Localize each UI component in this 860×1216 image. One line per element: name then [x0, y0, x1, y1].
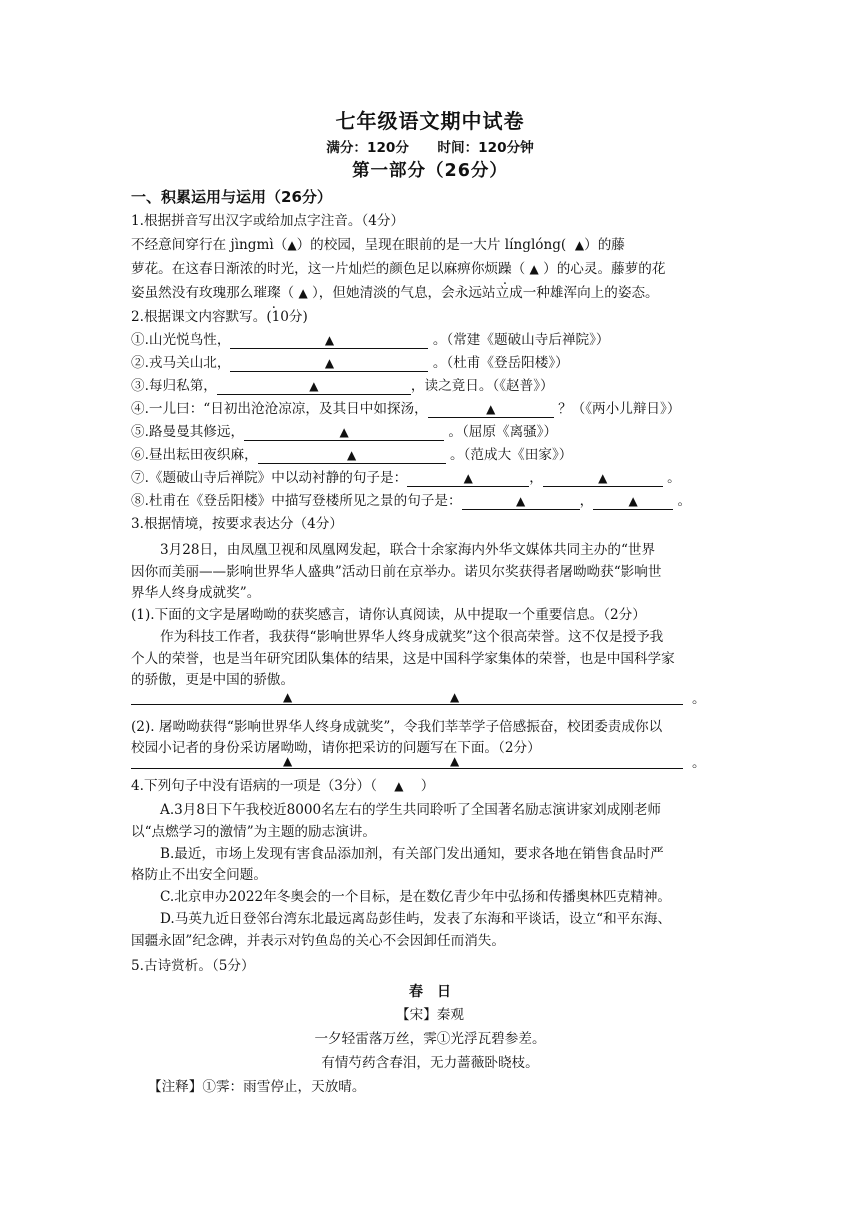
q2-prompt: ④.一儿曰：“日初出沧沧凉凉，及其日中如探汤，: [131, 401, 428, 417]
answer-blank[interactable]: [217, 378, 411, 395]
answer-mark: ▲: [628, 494, 638, 508]
answer-mark: ▲: [574, 238, 585, 252]
q2-item-2: [131, 354, 569, 372]
q3-speech: 作为科技工作者，我获得“影响世界华人终身成就奖”这个很高荣誉。这不仅是授予我: [160, 629, 664, 645]
q1-text: ）的校园，呈现在眼前的是一大片 línglóng(: [296, 237, 567, 253]
q2-sep: ，: [529, 470, 543, 486]
answer-blank[interactable]: [428, 401, 554, 418]
q1-text: （: [280, 285, 295, 301]
answer-mark: ▲: [283, 754, 293, 768]
answer-mark: ▲: [324, 333, 335, 347]
q3-passage: 因你而美丽——影响世界华人盛典”活动日前在京举办。诺贝尔奖获得者屠呦呦获“影响世: [131, 564, 662, 580]
option-c[interactable]: C.北京申办2022年冬奥会的一个目标，是在数亿青少年中弘扬和传播奥林匹克精神。: [160, 889, 672, 905]
q5-stem: 5.古诗赏析。（5分）: [131, 958, 255, 974]
answer-blank[interactable]: [244, 424, 444, 441]
q1-line2: [131, 260, 665, 278]
option-a[interactable]: A.3月8日下午我校近8000名左右的学生共同聆听了全国著名励志演讲家刘成刚老师: [160, 802, 662, 818]
q2-item-3: [131, 377, 554, 395]
q3-passage: 界华人终身成就奖”。: [131, 585, 261, 601]
answer-mark: ▲: [298, 286, 308, 300]
q2-prompt: ①.山光悦鸟性，: [131, 332, 231, 348]
q4-stem-text: ）: [420, 778, 435, 794]
poem-author: 【宋】秦观: [396, 1007, 464, 1023]
option-b[interactable]: B.最近，市场上发现有害食品添加剂，有关部门发出通知，要求各地在销售食品时严: [160, 846, 664, 862]
answer-mark: ▲: [283, 690, 293, 704]
answer-blank[interactable]: [258, 447, 446, 464]
option-d[interactable]: D.马英九近日登邻台湾东北最远离岛彭佳屿，发表了东海和平谈话，设立“和平东海、: [160, 911, 672, 927]
answer-blank[interactable]: [230, 332, 428, 349]
answer-mark: ▲: [394, 779, 404, 793]
q1-text: ），但她清淡的气息，会永远站立成一种雄浑向上的姿态。: [312, 285, 659, 301]
q2-source: 。（屈原《离骚》）: [448, 424, 558, 440]
answer-blank[interactable]: [593, 493, 673, 510]
q2-source: 。（杜甫《登岳阳楼》）: [432, 355, 569, 371]
q2-stem: 2.根据课文内容默写。(10分): [131, 309, 308, 325]
q3-passage: 3月28日，由凤凰卫视和凤凰网发起，联合十余家海内外华文媒体共同主办的“世界: [160, 542, 656, 558]
q2-item-1: [131, 331, 610, 349]
answer-mark: ▲: [486, 402, 496, 416]
dotted-char: 璨: [266, 285, 281, 301]
poem-note: 【注释】①霁：雨雪停止，天放晴。: [148, 1079, 366, 1095]
answer-blank[interactable]: [462, 493, 580, 510]
answer-mark: ▲: [450, 690, 460, 704]
q2-sep: 。: [677, 493, 692, 509]
option-a[interactable]: 以“点燃学习的激情”为主题的励志演讲。: [131, 824, 376, 840]
q3-sub2: 校园小记者的身份采访屠呦呦，请你把采访的问题写在下面。（2分）: [131, 740, 541, 756]
answer-blank[interactable]: [230, 355, 428, 372]
q4-stem-text: 4.下列句子中没有语病的一项是（3分）（: [131, 778, 377, 794]
q1-text: 萝花。在这春日渐浓的时光，这一片灿烂的颜色足以麻痹你烦: [131, 261, 499, 277]
q2-item-8: [131, 492, 691, 510]
q3-speech: 个人的荣誉，也是当年研究团队集体的结果，这是中国科学家集体的荣誉，也是中国科学家: [131, 651, 675, 667]
q1-text: （: [511, 261, 526, 277]
q2-prompt: ⑥.昼出耘田夜织麻，: [131, 447, 258, 463]
q2-prompt: ⑤.路曼曼其修远，: [131, 424, 245, 440]
option-b[interactable]: 格防止不出安全问题。: [131, 867, 267, 883]
exam-title: 七年级语文期中试卷: [335, 109, 525, 133]
q1-text: 姿虽然没有玫瑰那么: [131, 285, 254, 301]
q2-item-4: [131, 400, 680, 418]
answer-line[interactable]: [131, 704, 683, 705]
answer-mark: ▲: [598, 471, 608, 485]
dotted-char: 躁: [498, 261, 512, 277]
exam-subtitle: [0, 139, 860, 157]
q2-sep: 。: [667, 470, 681, 486]
answer-blank[interactable]: [543, 470, 663, 487]
q3-stem: 3.根据情境，按要求表达分（4分）: [131, 516, 343, 532]
answer-mark: ▲: [463, 471, 473, 485]
q1-line3: [131, 284, 659, 302]
line-end: 。: [692, 755, 706, 771]
answer-mark: ▲: [347, 448, 357, 462]
full-score: 满分：120分: [326, 140, 409, 156]
answer-mark: ▲: [529, 262, 539, 276]
part-title: 第一部分（26分）: [352, 161, 508, 181]
option-d[interactable]: 国疆永固”纪念碑，并表示对钓鱼岛的关心不会因卸任而消失。: [131, 933, 505, 949]
answer-mark: ▲: [324, 356, 335, 370]
q2-source: 。（范成大《田家》）: [450, 447, 573, 463]
answer-mark: ▲: [309, 379, 319, 393]
answer-blank[interactable]: [407, 470, 529, 487]
line-end: 。: [692, 691, 706, 707]
q2-source: 。（常建《题破山寺后禅院》）: [432, 332, 610, 348]
q2-prompt: ⑧.杜甫在《登岳阳楼》中描写登楼所见之景的句子是：: [131, 493, 462, 509]
q1-text: ）的藤: [584, 237, 625, 253]
answer-mark: ▲: [450, 754, 460, 768]
q2-source: ？（《两小儿辩日》）: [558, 401, 681, 417]
answer-mark: ▲: [287, 238, 297, 252]
q2-source: ，读之竟日。（《赵普》）: [410, 378, 554, 394]
q2-item-5: [131, 423, 557, 441]
answer-mark: ▲: [515, 494, 526, 508]
answer-mark: ▲: [339, 425, 349, 439]
q1-text: ）的心灵。藤萝的花: [543, 261, 666, 277]
section-heading: 一、积累运用与运用（26分）: [131, 188, 332, 206]
q3-sub2: (2). 屠呦呦获得“影响世界华人终身成就奖”，令我们莘莘学子倍感振奋，校团委责成你以: [131, 719, 663, 735]
q2-item-6: [131, 446, 572, 464]
q1-text: 不经意间穿行在 jìngmì（: [131, 237, 288, 253]
q2-prompt: ③.每归私第，: [131, 378, 217, 394]
q4-stem: [131, 777, 434, 795]
exam-time: 时间：120分钟: [437, 140, 534, 156]
poem-title: 春日: [409, 984, 465, 1000]
q1-stem: 1.根据拼音写出汉字或给加点字注音。（4分）: [131, 213, 405, 229]
q2-prompt: ②.戎马关山北，: [131, 355, 231, 371]
q2-item-7: [131, 469, 681, 487]
q3-sub1: (1).下面的文字是屠呦呦的获奖感言，请你认真阅读，从中提取一个重要信息。（2分）: [131, 607, 646, 623]
q3-speech: 的骄傲，更是中国的骄傲。: [131, 672, 295, 688]
q2-prompt: ⑦.《题破山寺后禅院》中以动衬静的句子是：: [131, 470, 408, 486]
q2-sep: ，: [579, 493, 594, 509]
q1-line1: [131, 236, 625, 254]
answer-line[interactable]: [131, 768, 683, 769]
q1-text: 璀: [253, 285, 267, 301]
poem-line: 有情芍药含春泪，无力蔷薇卧晓枝。: [321, 1055, 539, 1071]
poem-line: 一夕轻雷落万丝，霁①光浮瓦碧参差。: [314, 1031, 546, 1047]
